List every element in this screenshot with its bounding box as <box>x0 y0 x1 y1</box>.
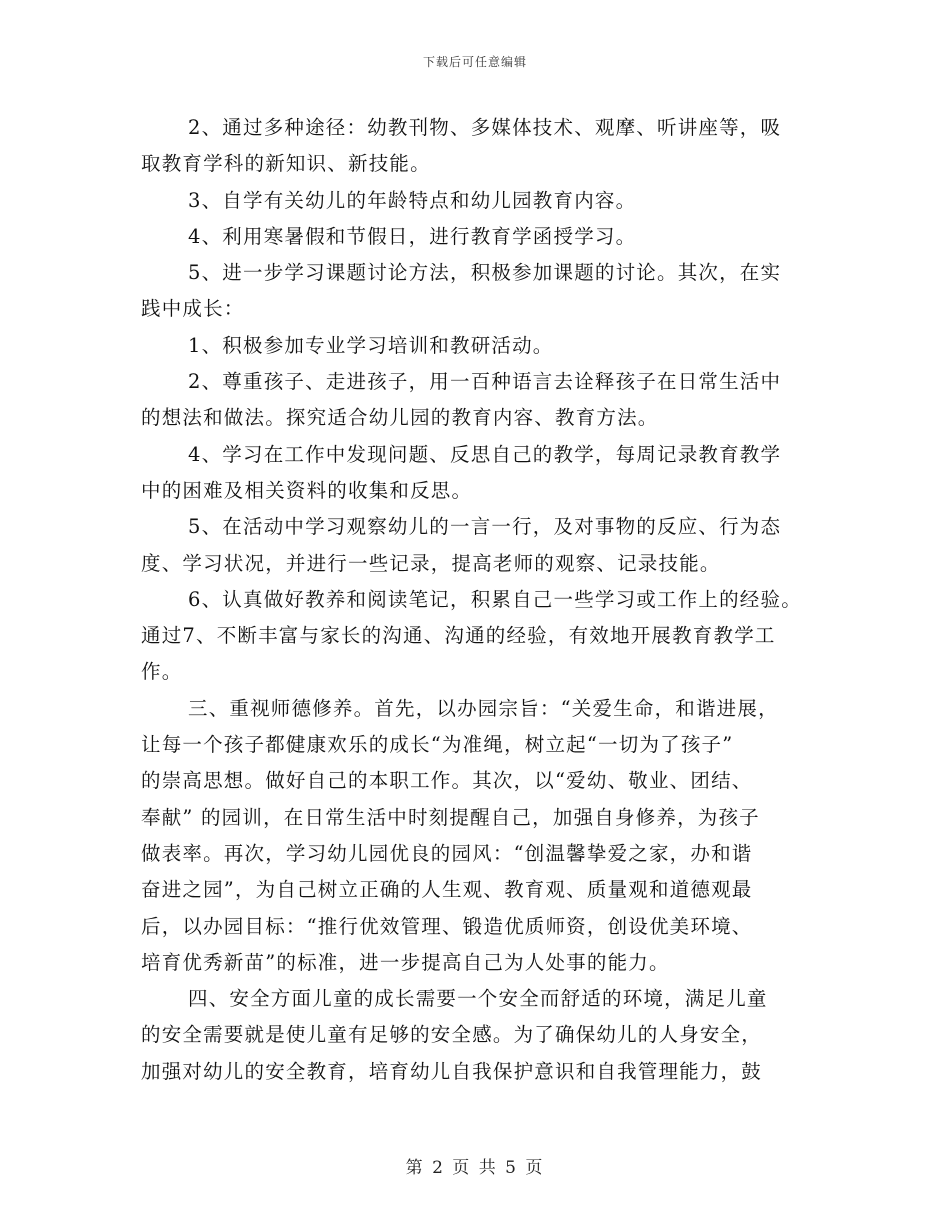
text-line: 1、积极参加专业学习培训和教研活动。 <box>188 333 554 357</box>
text-line: 6、认真做好教养和阅读笔记，积累自己一些学习或工作上的经验。 <box>188 587 802 611</box>
text-line: 2、尊重孩子、走进孩子，用一百种语言去诠释孩子在日常生活中 <box>188 370 782 394</box>
text-line: 4、学习在工作中发现问题、反思自己的教学，每周记录教育教学 <box>188 442 782 466</box>
text-line: 度、学习状况，并进行一些记录，提高老师的观察、记录技能。 <box>141 551 721 575</box>
text-line: 4、利用寒暑假和节假日，进行教育学函授学习。 <box>188 224 637 248</box>
text-line: 培育优秀新苗”的标准，进一步提高自己为人处事的能力。 <box>141 950 670 974</box>
text-line: 5、进一步学习课题讨论方法，积极参加课题的讨论。其次，在实 <box>188 261 782 285</box>
text-line: 四、安全方面儿童的成长需要一个安全而舒适的环境，满足儿童 <box>188 987 768 1011</box>
text-line: 通过7、不断丰富与家长的沟通、沟通的经验，有效地开展教育教学工 <box>141 624 776 648</box>
text-line: 5、在活动中学习观察幼儿的一言一行，及对事物的反应、行为态 <box>188 515 782 539</box>
page-header-note: 下载后可任意编辑 <box>422 55 527 69</box>
page-number-footer: 第 2 页 共 5 页 <box>405 1158 545 1178</box>
document-body <box>141 110 811 1090</box>
text-line: 奉献” 的园训，在日常生活中时刻提醒自己，加强自身修养，为孩子 <box>141 805 760 829</box>
text-line: 3、自学有关幼儿的年龄特点和幼儿园教育内容。 <box>188 188 637 212</box>
text-line: 中的困难及相关资料的收集和反思。 <box>141 478 473 502</box>
text-line: 的想法和做法。探究适合幼儿园的教育内容、教育方法。 <box>141 406 659 430</box>
text-line: 取教育学科的新知识、新技能。 <box>141 152 431 176</box>
text-line: 2、通过多种途径：幼教刊物、多媒体技术、观摩、听讲座等，吸 <box>188 116 782 139</box>
text-line: 后，以办园目标：“推行优效管理、锻造优质师资，创设优美环境、 <box>141 914 753 938</box>
text-line: 作。 <box>141 660 183 684</box>
text-line: 做表率。再次，学习幼儿园优良的园风：“创温馨挚爱之家，办和谐 <box>141 841 753 865</box>
text-line: 让每一个孩子都健康欢乐的成长“为准绳，树立起“一切为了孩子” <box>141 733 734 757</box>
text-line: 的安全需要就是使儿童有足够的安全感。为了确保幼儿的人身安全， <box>141 1023 763 1047</box>
text-line: 践中成长： <box>141 297 245 321</box>
text-line: 三、重视师德修养。首先，以办园宗旨：“关爱生命，和谐进展， <box>188 696 779 720</box>
text-line: 奋进之园”，为自己树立正确的人生观、教育观、质量观和道德观最 <box>141 878 753 902</box>
text-line: 加强对幼儿的安全教育，培育幼儿自我保护意识和自我管理能力，鼓 <box>141 1059 763 1083</box>
text-line: 的崇高思想。做好自己的本职工作。其次，以“爱幼、敬业、团结、 <box>141 769 753 793</box>
